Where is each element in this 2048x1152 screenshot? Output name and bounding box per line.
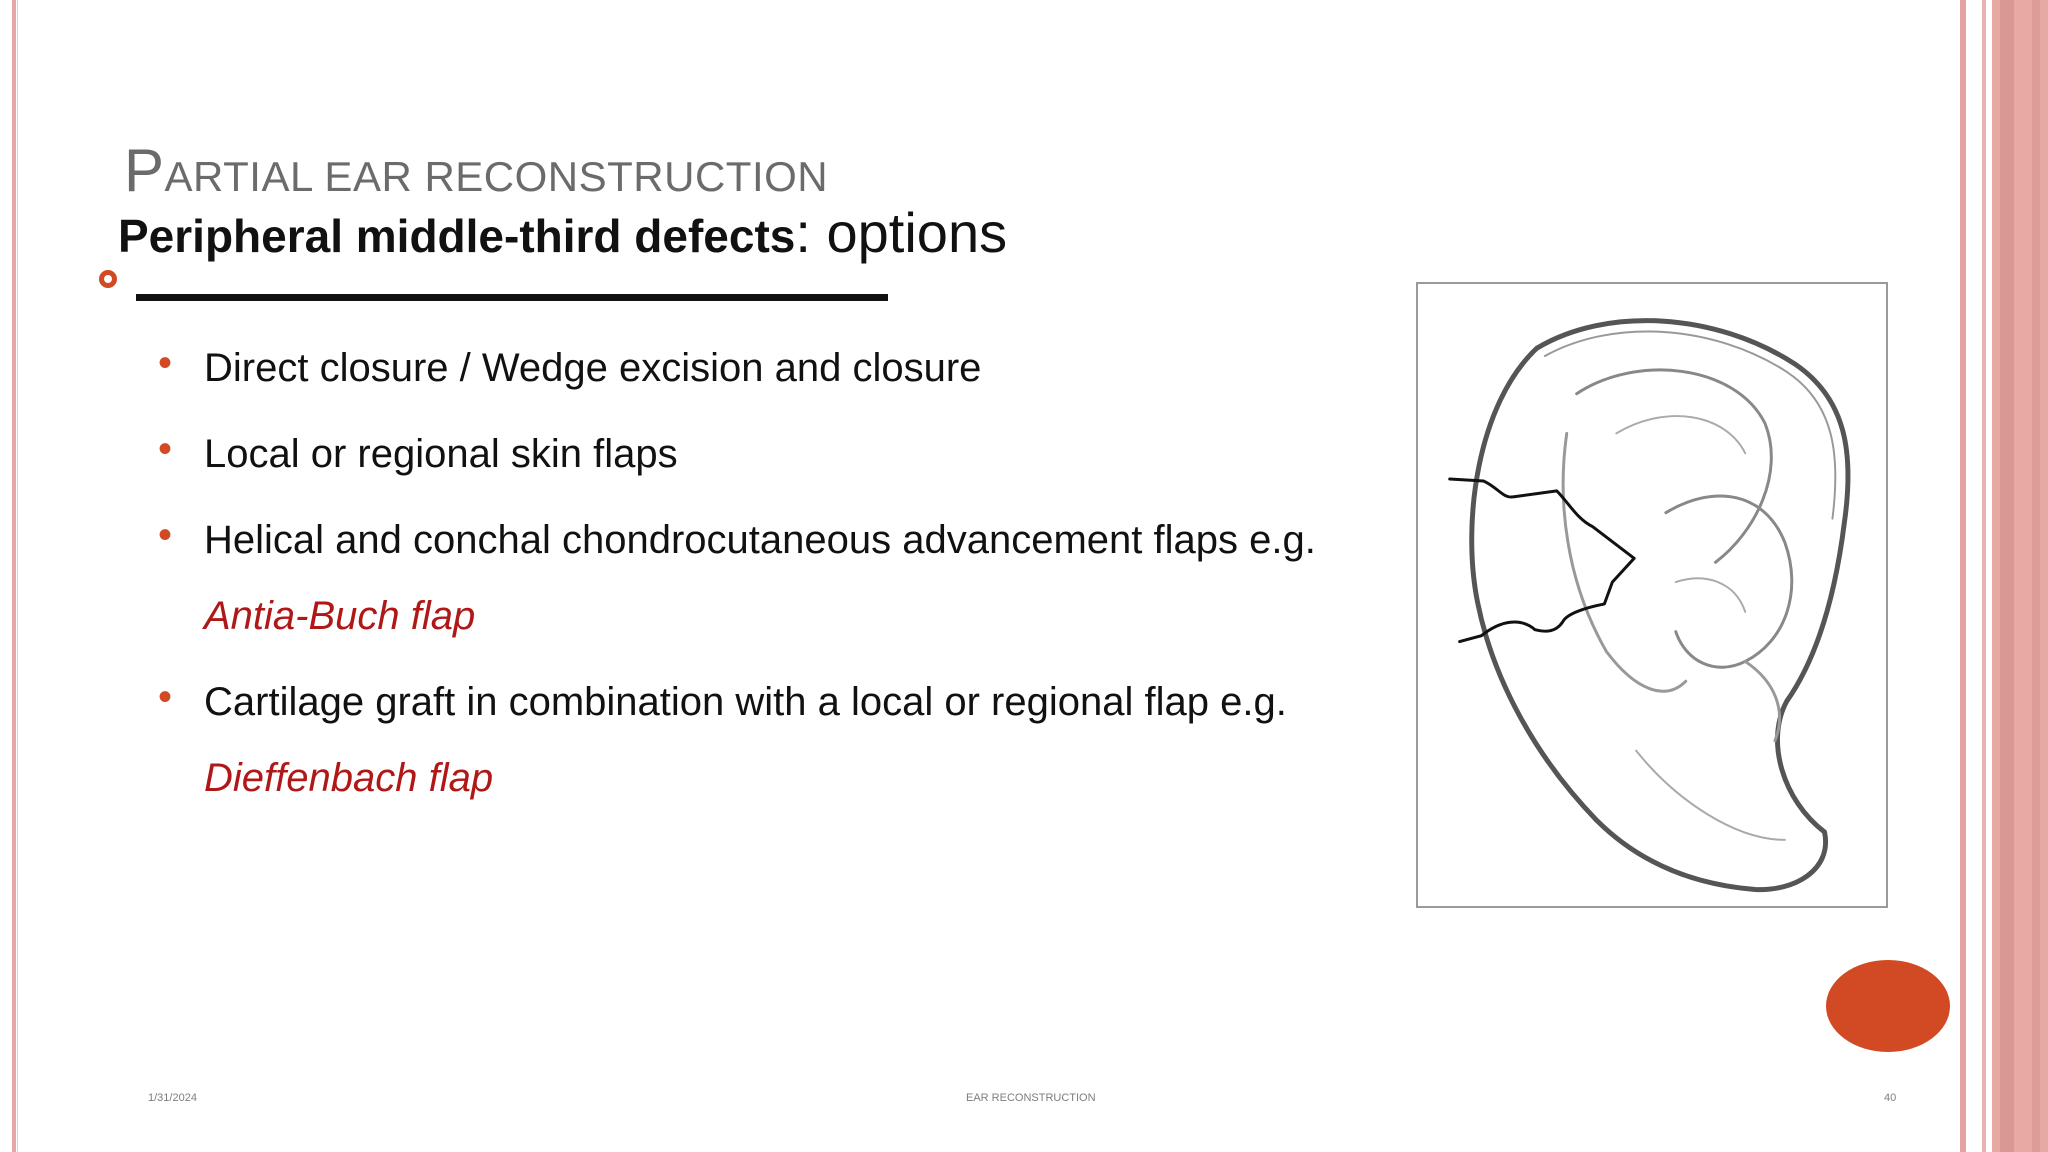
bullet-dot-icon: •	[158, 341, 173, 385]
orange-decorative-circle	[1826, 960, 1950, 1052]
bullet-emphasis: Antia-Buch flap	[204, 594, 476, 638]
bullet-emphasis: Dieffenbach flap	[204, 756, 494, 800]
bullet-item	[156, 340, 1396, 396]
ring-bullet-icon	[99, 270, 117, 288]
subtitle-underline	[136, 294, 888, 301]
bullet-item	[156, 426, 1396, 482]
footer-page-number: 40	[1884, 1092, 1897, 1104]
ear-diagram-figure	[1416, 282, 1888, 908]
bullet-list	[156, 340, 1396, 836]
bullet-dot-icon: •	[158, 427, 173, 471]
ear-diagram-icon	[1418, 284, 1886, 906]
bullet-text: Local or regional skin flaps	[204, 432, 678, 476]
slide-subtitle	[118, 200, 1007, 265]
footer-date: 1/31/2024	[148, 1092, 197, 1104]
footer-title: EAR RECONSTRUCTION	[966, 1092, 1096, 1104]
left-decorative-stripe	[0, 0, 20, 1152]
subtitle-rest: : options	[795, 201, 1008, 264]
slide-title-initial: P	[124, 137, 165, 204]
bullet-dot-icon: •	[158, 675, 173, 719]
bullet-item	[156, 512, 1396, 644]
bullet-text: Cartilage graft in combination with a local or regional flap e.g.	[204, 680, 1287, 724]
bullet-item	[156, 674, 1396, 806]
bullet-dot-icon: •	[158, 513, 173, 557]
bullet-text: Helical and conchal chondrocutaneous advancement flaps e.g.	[204, 518, 1316, 562]
right-decorative-band	[1960, 0, 2048, 1152]
slide-title-rest: ARTIAL EAR RECONSTRUCTION	[164, 153, 829, 200]
subtitle-bold: Peripheral middle-third defects	[118, 210, 796, 262]
bullet-text: Direct closure / Wedge excision and closure	[204, 346, 982, 390]
slide-title	[124, 136, 828, 205]
